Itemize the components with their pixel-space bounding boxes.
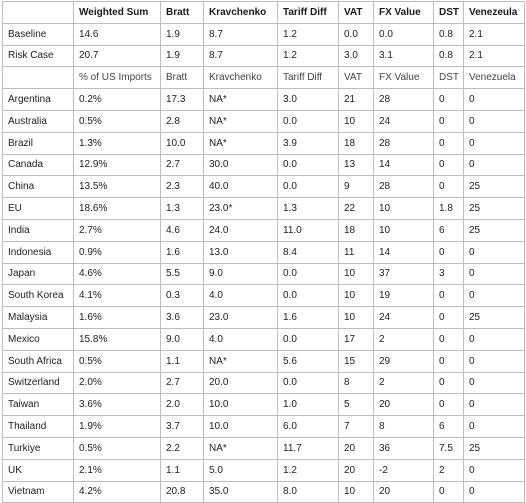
table-cell: 24 — [374, 307, 434, 329]
table-cell: 17.3 — [161, 89, 204, 111]
table-row — [3, 241, 525, 263]
column-header-venezuela: Venezeula — [464, 2, 525, 24]
table-cell: Argentina — [3, 89, 74, 111]
table-cell: 0.0 — [278, 328, 339, 350]
table-cell: 4.0 — [204, 285, 278, 307]
table-row — [3, 198, 525, 220]
table-cell: 0.0 — [278, 154, 339, 176]
table-cell: 1.0 — [278, 394, 339, 416]
table-cell: 1.6% — [74, 307, 161, 329]
column-header-weighted-sum: Weighted Sum — [74, 2, 161, 24]
table-row — [3, 437, 525, 459]
table-cell: South Korea — [3, 285, 74, 307]
table-cell: 20 — [339, 437, 374, 459]
table-cell: 15 — [339, 350, 374, 372]
table-cell: 3.1 — [374, 45, 434, 67]
summary-row — [3, 45, 525, 67]
table-cell: South Africa — [3, 350, 74, 372]
table-cell: 8 — [374, 416, 434, 438]
table-cell: 0.0 — [278, 372, 339, 394]
table-cell: 13.5% — [74, 176, 161, 198]
table-cell: 10.0 — [204, 416, 278, 438]
table-cell: 28 — [374, 132, 434, 154]
table-cell: 10 — [339, 110, 374, 132]
table-cell: 30.0 — [204, 154, 278, 176]
table-cell: Tariff Diff — [278, 67, 339, 89]
table-row — [3, 176, 525, 198]
table-cell: 2.8 — [161, 110, 204, 132]
table-cell: 7 — [339, 416, 374, 438]
table-cell: 2.1% — [74, 459, 161, 481]
table-cell: 17 — [339, 328, 374, 350]
table-cell: Brazil — [3, 132, 74, 154]
table-cell: 23.0* — [204, 198, 278, 220]
table-cell: 4.1% — [74, 285, 161, 307]
table-cell: 5.0 — [204, 459, 278, 481]
table-cell: NA* — [204, 437, 278, 459]
table-cell: 4.0 — [204, 328, 278, 350]
table-cell: 0 — [464, 459, 525, 481]
table-cell: 11.0 — [278, 219, 339, 241]
table-cell: 0 — [464, 285, 525, 307]
table-cell: 0 — [434, 328, 464, 350]
table-row — [3, 328, 525, 350]
table-cell: 2 — [374, 372, 434, 394]
table-cell: 10 — [339, 307, 374, 329]
table-cell: 13 — [339, 154, 374, 176]
table-row — [3, 219, 525, 241]
table-row — [3, 110, 525, 132]
table-cell: 0 — [464, 154, 525, 176]
table-cell: Vietnam — [3, 481, 74, 503]
table-cell: 0 — [464, 328, 525, 350]
table-cell: 0 — [434, 481, 464, 503]
table-cell: China — [3, 176, 74, 198]
table-cell: 0.5% — [74, 350, 161, 372]
table-cell: NA* — [204, 350, 278, 372]
table-cell: 5.6 — [278, 350, 339, 372]
table-cell: NA* — [204, 89, 278, 111]
table-cell: Mexico — [3, 328, 74, 350]
table-cell: 0 — [464, 132, 525, 154]
table-cell: 10.0 — [161, 132, 204, 154]
table-cell: 8.7 — [204, 45, 278, 67]
table-cell: 8 — [339, 372, 374, 394]
table-cell: 0 — [464, 372, 525, 394]
table-body — [3, 23, 525, 503]
table-row — [3, 307, 525, 329]
table-cell: 19 — [374, 285, 434, 307]
table-cell: 20.8 — [161, 481, 204, 503]
table-cell: 15.8% — [74, 328, 161, 350]
table-cell: 0 — [434, 89, 464, 111]
table-row — [3, 372, 525, 394]
table-cell: 0 — [434, 241, 464, 263]
table-cell: 3.9 — [278, 132, 339, 154]
table-cell: 10 — [374, 219, 434, 241]
table-cell: 12.9% — [74, 154, 161, 176]
table-cell: 20.0 — [204, 372, 278, 394]
table-cell: 0 — [434, 350, 464, 372]
table-cell: 2.7% — [74, 219, 161, 241]
table-cell: 0 — [464, 110, 525, 132]
table-row — [3, 394, 525, 416]
table-cell: Risk Case — [3, 45, 74, 67]
column-header-kravchenko: Kravchenko — [204, 2, 278, 24]
table-cell: 4.6% — [74, 263, 161, 285]
table-cell: 40.0 — [204, 176, 278, 198]
table-cell: 2.7 — [161, 372, 204, 394]
table-cell: 14 — [374, 241, 434, 263]
table-cell: 0 — [434, 394, 464, 416]
table-cell: 37 — [374, 263, 434, 285]
table-cell: 1.2 — [278, 45, 339, 67]
column-header-tariff-diff: Tariff Diff — [278, 2, 339, 24]
table-cell: 8.4 — [278, 241, 339, 263]
table-cell: 6 — [434, 416, 464, 438]
table-cell: 14 — [374, 154, 434, 176]
table-cell: 10 — [339, 285, 374, 307]
table-cell: 24 — [374, 110, 434, 132]
table-cell: Japan — [3, 263, 74, 285]
table-cell: 2 — [374, 328, 434, 350]
table-cell: 2.0 — [161, 394, 204, 416]
table-cell: 1.9% — [74, 416, 161, 438]
table-cell: 0 — [464, 263, 525, 285]
table-cell: 35.0 — [204, 481, 278, 503]
table-row — [3, 459, 525, 481]
table-cell: 20.7 — [74, 45, 161, 67]
table-cell: Bratt — [161, 67, 204, 89]
table-cell: 0 — [464, 394, 525, 416]
summary-row — [3, 23, 525, 45]
table-cell: 0 — [464, 89, 525, 111]
table-cell: 22 — [339, 198, 374, 220]
table-cell: 10 — [339, 481, 374, 503]
table-cell: 10 — [374, 198, 434, 220]
table-row — [3, 154, 525, 176]
table-cell: 24.0 — [204, 219, 278, 241]
table-cell: Indonesia — [3, 241, 74, 263]
table-cell: 3 — [434, 263, 464, 285]
table-cell: 0.0 — [278, 285, 339, 307]
table-cell: 2.2 — [161, 437, 204, 459]
table-cell: UK — [3, 459, 74, 481]
table-cell: 3.6 — [161, 307, 204, 329]
table-cell: 1.2 — [278, 459, 339, 481]
table-cell: 11.7 — [278, 437, 339, 459]
table-row — [3, 89, 525, 111]
table-cell: 9.0 — [161, 328, 204, 350]
table-cell: Kravchenko — [204, 67, 278, 89]
table-cell: -2 — [374, 459, 434, 481]
table-cell: FX Value — [374, 67, 434, 89]
table-cell: 18.6% — [74, 198, 161, 220]
table-cell: 25 — [464, 198, 525, 220]
table-cell: 0 — [434, 176, 464, 198]
table-cell: 1.6 — [161, 241, 204, 263]
table-cell: 10 — [339, 263, 374, 285]
table-cell: 2.0% — [74, 372, 161, 394]
column-header-dst: DST — [434, 2, 464, 24]
table-cell: 0.8 — [434, 45, 464, 67]
table-cell: 0 — [464, 416, 525, 438]
table-cell: 18 — [339, 219, 374, 241]
table-cell: 20 — [374, 394, 434, 416]
table-cell: 10.0 — [204, 394, 278, 416]
table-cell: 1.6 — [278, 307, 339, 329]
table-cell: 36 — [374, 437, 434, 459]
tariff-data-table — [2, 1, 525, 503]
table-row — [3, 263, 525, 285]
table-cell: 8.7 — [204, 23, 278, 45]
table-cell: 0 — [434, 110, 464, 132]
table-cell: 29 — [374, 350, 434, 372]
table-cell: Turkiye — [3, 437, 74, 459]
table-cell: 1.2 — [278, 23, 339, 45]
table-cell: 4.6 — [161, 219, 204, 241]
table-cell: 25 — [464, 219, 525, 241]
table-cell: 3.0 — [278, 89, 339, 111]
table-cell: EU — [3, 198, 74, 220]
table-cell: 0 — [464, 350, 525, 372]
table-cell: 9 — [339, 176, 374, 198]
table-cell: VAT — [339, 67, 374, 89]
table-cell: Malaysia — [3, 307, 74, 329]
table-row — [3, 416, 525, 438]
table-row — [3, 285, 525, 307]
table-cell: 2 — [434, 459, 464, 481]
table-cell: 1.3 — [278, 198, 339, 220]
table-cell: 2.1 — [464, 45, 525, 67]
table-cell: Baseline — [3, 23, 74, 45]
table-cell: 0 — [464, 241, 525, 263]
table-cell: 6 — [434, 219, 464, 241]
table-cell: 0 — [434, 372, 464, 394]
table-cell: 14.6 — [74, 23, 161, 45]
table-cell: 13.0 — [204, 241, 278, 263]
table-cell: NA* — [204, 132, 278, 154]
table-cell: 9.0 — [204, 263, 278, 285]
table-cell: 20 — [374, 481, 434, 503]
table-cell: 21 — [339, 89, 374, 111]
table-cell: Australia — [3, 110, 74, 132]
column-header-bratt: Bratt — [161, 2, 204, 24]
table-cell: % of US Imports — [74, 67, 161, 89]
table-cell: Thailand — [3, 416, 74, 438]
table-cell: 1.3% — [74, 132, 161, 154]
table-cell: 18 — [339, 132, 374, 154]
table-cell — [3, 67, 74, 89]
table-cell: 2.7 — [161, 154, 204, 176]
table-cell: DST — [434, 67, 464, 89]
table-row — [3, 350, 525, 372]
table-cell: Taiwan — [3, 394, 74, 416]
table-cell: 25 — [464, 437, 525, 459]
table-cell: Canada — [3, 154, 74, 176]
table-cell: 1.9 — [161, 45, 204, 67]
column-header-row — [3, 2, 525, 24]
table-cell: 1.1 — [161, 350, 204, 372]
table-cell: 0 — [434, 132, 464, 154]
table-cell: 28 — [374, 176, 434, 198]
table-cell: India — [3, 219, 74, 241]
table-cell: 0 — [434, 285, 464, 307]
table-cell: 20 — [339, 459, 374, 481]
table-cell: 0.0 — [278, 176, 339, 198]
table-cell: Venezuela — [464, 67, 525, 89]
table-cell: 0.2% — [74, 89, 161, 111]
table-cell: 0.5% — [74, 110, 161, 132]
table-cell: 1.8 — [434, 198, 464, 220]
table-cell: 3.7 — [161, 416, 204, 438]
table-cell: NA* — [204, 110, 278, 132]
subheader-row — [3, 67, 525, 89]
table-cell: 0.0 — [278, 110, 339, 132]
table-cell: 1.9 — [161, 23, 204, 45]
table-cell: 3.0 — [339, 45, 374, 67]
table-cell: 28 — [374, 89, 434, 111]
table-cell: 25 — [464, 307, 525, 329]
table-cell: Switzerland — [3, 372, 74, 394]
table-cell: 0 — [434, 307, 464, 329]
table-cell: 5 — [339, 394, 374, 416]
table-cell: 4.2% — [74, 481, 161, 503]
table-cell: 11 — [339, 241, 374, 263]
table-cell: 2.3 — [161, 176, 204, 198]
table-cell: 0 — [434, 154, 464, 176]
table-cell: 23.0 — [204, 307, 278, 329]
table-cell: 2.1 — [464, 23, 525, 45]
table-cell: 0.5% — [74, 437, 161, 459]
table-row — [3, 132, 525, 154]
table-cell: 0.0 — [374, 23, 434, 45]
column-header-label — [3, 2, 74, 24]
table-cell: 7.5 — [434, 437, 464, 459]
column-header-vat: VAT — [339, 2, 374, 24]
table-cell: 25 — [464, 176, 525, 198]
table-cell: 0 — [464, 481, 525, 503]
table-cell: 8.0 — [278, 481, 339, 503]
table-cell: 1.1 — [161, 459, 204, 481]
table-cell: 1.3 — [161, 198, 204, 220]
table-cell: 3.6% — [74, 394, 161, 416]
table-cell: 0.0 — [278, 263, 339, 285]
table-cell: 0.0 — [339, 23, 374, 45]
column-header-fx-value: FX Value — [374, 2, 434, 24]
table-cell: 0.9% — [74, 241, 161, 263]
table-cell: 0.8 — [434, 23, 464, 45]
table-cell: 6.0 — [278, 416, 339, 438]
table-cell: 0.3 — [161, 285, 204, 307]
table-cell: 5.5 — [161, 263, 204, 285]
